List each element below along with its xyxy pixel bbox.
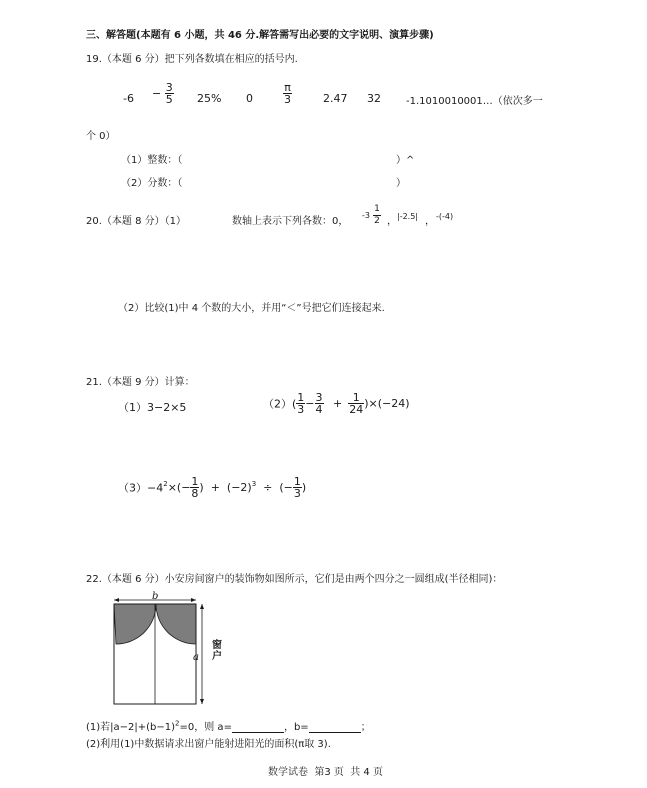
- q20-mixed-numerator: 1: [374, 204, 380, 214]
- q21-p3-mid-2: ) + (−2): [199, 481, 252, 494]
- q21-p3-exp-2: 3: [251, 479, 257, 488]
- q21-p2-f3-den: 24: [349, 403, 364, 416]
- q19-num-5-numerator: π: [284, 81, 291, 94]
- section-header: [86, 26, 434, 41]
- q21-p3-f1-den: 8: [191, 487, 199, 500]
- q19-num-5-frac: [283, 82, 292, 105]
- q19-num-5-denominator: 3: [284, 93, 291, 106]
- q20-mixed-frac: [373, 204, 381, 227]
- q21-p2-f1-num: 1: [297, 391, 305, 404]
- q21-p2-plus: +: [333, 397, 343, 410]
- q21-p3-frac-2: [293, 476, 302, 499]
- q21-p3-prefix: （3）−4: [118, 481, 164, 495]
- dimension-b-arrow-right: [191, 598, 196, 602]
- q19-num-2: [152, 82, 174, 105]
- q19-num-1: -6: [123, 92, 134, 105]
- q21-p2-frac-2: [315, 392, 324, 415]
- q20-instruction: 数轴上表示下列各数：0，: [232, 216, 349, 227]
- dimension-a-arrow-bottom: [200, 699, 204, 704]
- q22-p1-end: ；: [360, 722, 371, 733]
- q21-p2-minus: −: [305, 397, 315, 410]
- q21-p3-mid-3: ÷ (−: [256, 481, 293, 494]
- q20-abs-value: |-2.5|: [397, 212, 418, 221]
- label-window: 窗户: [212, 640, 222, 662]
- q22-part-1: [86, 718, 371, 733]
- q20-heading: 20.（本题 8 分）（1）: [86, 216, 186, 227]
- q19-num-6: 2.47: [323, 92, 348, 105]
- dimension-b-arrow-left: [114, 598, 119, 602]
- q21-part-2: [263, 392, 410, 415]
- q20-neg-value: -(-4): [436, 212, 454, 221]
- q19-num-2-denominator: 5: [165, 93, 173, 106]
- q21-p2-f3-num: 1: [348, 392, 364, 404]
- q20-part-2: （2）比较(1)中 4 个数的大小，并用“＜”号把它们连接起来.: [118, 303, 385, 314]
- section-title: 三、解答题: [86, 30, 136, 41]
- q21-p2-f2-num: 3: [315, 391, 323, 404]
- q21-p3-f1-num: 1: [191, 475, 199, 488]
- q20-comma-2: ，: [425, 216, 435, 227]
- q21-heading: 21.（本题 9 分）计算：: [86, 377, 195, 388]
- q22-p1-b: ，b=: [283, 722, 309, 733]
- q19-num-8: -1.1010010001…（依次多一: [406, 96, 543, 107]
- q19-num-2-numerator: 3: [165, 81, 173, 94]
- q19-num-2-frac: [165, 82, 174, 105]
- section-desc: (本题有 6 小题，共 46 分.解答需写出必要的文字说明、演算步骤): [136, 30, 434, 41]
- q22-p1-exp: 2: [175, 719, 180, 728]
- q21-p2-frac-1: [296, 392, 305, 415]
- label-b: b: [152, 591, 159, 602]
- q19-num-8-cont: 个 0）: [86, 131, 116, 142]
- q19-num-3: 25%: [197, 92, 222, 105]
- answer-blank-a[interactable]: [232, 722, 284, 733]
- q21-p3-exp-1: 2: [163, 479, 168, 488]
- q20-mixed-whole: -3: [362, 211, 370, 220]
- q21-p2-f1-den: 3: [297, 403, 305, 416]
- q21-p3-f2-den: 3: [293, 487, 301, 500]
- q21-p3-suffix: ): [301, 481, 307, 494]
- q21-part-3: [118, 476, 306, 499]
- q22-p1-prefix: (1)若|a−2|+(b−1): [86, 722, 176, 733]
- q21-p2-suffix: )×(−24): [364, 397, 410, 410]
- page-footer: 数学试卷 第3 页 共 4 页: [268, 767, 383, 778]
- q19-fraction-close: ）: [396, 178, 406, 189]
- dimension-a-arrow-top: [200, 604, 204, 609]
- label-a: a: [193, 652, 199, 663]
- q19-heading: 19.（本题 6 分）把下列各数填在相应的括号内.: [86, 54, 298, 65]
- q22-part-2: (2)利用(1)中数据请求出窗户能射进阳光的面积(π取 3).: [86, 739, 331, 750]
- q21-p2-f2-den: 4: [315, 403, 323, 416]
- q19-fraction-label: （2）分数：（: [121, 178, 183, 189]
- q19-num-7: 32: [367, 92, 381, 105]
- q20-mixed-number: [362, 204, 381, 227]
- q22-heading: 22.（本题 6 分）小安房间窗户的装饰物如图所示，它们是由两个四分之一圆组成(半径相同)：: [86, 574, 503, 585]
- q19-integer-close: ）^: [396, 155, 415, 166]
- q19-num-4: 0: [246, 92, 253, 105]
- q22-p1-mid: =0，则 a=: [179, 722, 232, 733]
- q20-mixed-denominator: 2: [374, 216, 380, 226]
- q19-integer-label: （1）整数：（: [121, 155, 183, 166]
- q20-comma-1: ，: [387, 216, 397, 227]
- q21-p2-frac-3: [348, 392, 364, 415]
- q21-p3-f2-num: 1: [293, 475, 301, 488]
- q21-part-1: （1）3−2×5: [118, 401, 187, 414]
- q19-num-2-sign: −: [152, 87, 162, 100]
- q19-num-5: [283, 82, 292, 105]
- q21-p3-mid-1: ×(−: [167, 481, 191, 494]
- answer-blank-b[interactable]: [309, 722, 361, 733]
- q21-p2-prefix: （2）(: [263, 397, 297, 411]
